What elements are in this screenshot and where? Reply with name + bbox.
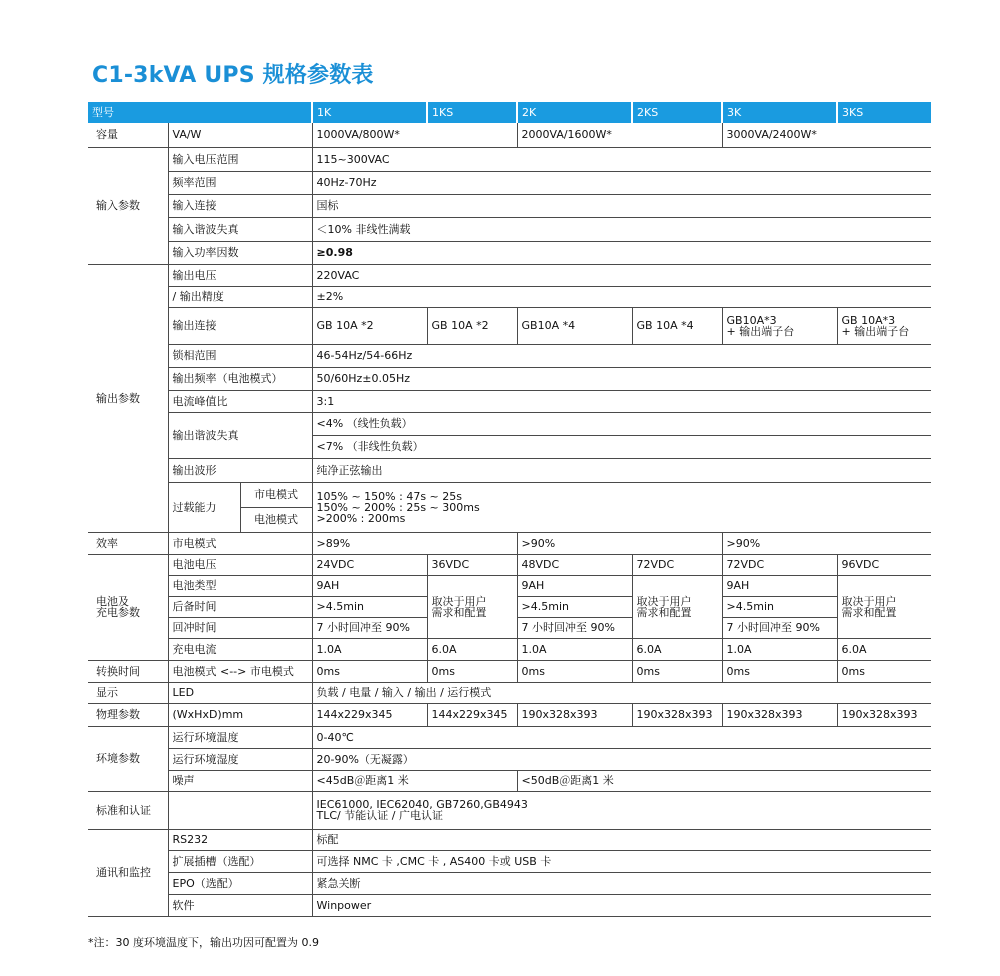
header-3ks: 3KS xyxy=(837,102,931,123)
cell-value: 1.0A xyxy=(517,638,632,660)
cell-value: 190x328x393 xyxy=(517,703,632,726)
cell-value: 36VDC xyxy=(427,554,517,575)
physical-row xyxy=(88,703,931,726)
spec-table xyxy=(88,102,931,917)
param-label: 输出谐波失真 xyxy=(168,412,312,458)
header-1ks: 1KS xyxy=(427,102,517,123)
param-label: 输入功率因数 xyxy=(168,241,312,264)
output-row xyxy=(88,307,931,344)
cell-value: GB 10A *2 xyxy=(312,307,427,344)
battery-row xyxy=(88,638,931,660)
header-1k: 1K xyxy=(312,102,427,123)
cell-value: 115~300VAC xyxy=(312,147,931,171)
category-environment: 环境参数 xyxy=(88,726,168,791)
overload-mode-battery: 电池模式 xyxy=(240,507,312,532)
param-label: 过载能力 xyxy=(168,482,240,532)
cell-value: GB10A *4 xyxy=(517,307,632,344)
cell-value: 144x229x345 xyxy=(312,703,427,726)
param-label: 输入连接 xyxy=(168,194,312,217)
output-row xyxy=(88,458,931,482)
cell-value: 国标 xyxy=(312,194,931,217)
category-output: 输出参数 xyxy=(88,264,168,532)
cell-value: ±2% xyxy=(312,286,931,307)
cell-value: 标配 xyxy=(312,829,931,850)
output-row xyxy=(88,482,931,507)
cell-value: 0ms xyxy=(837,660,931,682)
cell-value: 96VDC xyxy=(837,554,931,575)
cell-value: 20-90%（无凝露） xyxy=(312,748,931,770)
category-physical: 物理参数 xyxy=(88,703,168,726)
input-row xyxy=(88,217,931,241)
header-2k: 2K xyxy=(517,102,632,123)
cell-value: 0ms xyxy=(312,660,427,682)
cell-value: 0ms xyxy=(632,660,722,682)
cell-value: 6.0A xyxy=(632,638,722,660)
cell-value: 72VDC xyxy=(722,554,837,575)
input-row xyxy=(88,241,931,264)
cell-value: 0ms xyxy=(517,660,632,682)
environment-row xyxy=(88,770,931,791)
cell-value: 0ms xyxy=(722,660,837,682)
category-capacity: 容量 xyxy=(88,123,168,147)
cell-value: 50/60Hz±0.05Hz xyxy=(312,367,931,390)
cell-value: 1.0A xyxy=(312,638,427,660)
cell-value: 3000VA/2400W* xyxy=(722,123,931,147)
cell-value: 1000VA/800W* xyxy=(312,123,517,147)
output-row xyxy=(88,264,931,286)
cell-value: >90% xyxy=(722,532,931,554)
param-label: 后备时间 xyxy=(168,596,312,617)
param-label: 输出波形 xyxy=(168,458,312,482)
cell-value: 220VAC xyxy=(312,264,931,286)
environment-row xyxy=(88,726,931,748)
cell-value: 可选择 NMC 卡 ,CMC 卡 , AS400 卡或 USB 卡 xyxy=(312,850,931,872)
battery-row xyxy=(88,575,931,596)
cell-value: 190x328x393 xyxy=(837,703,931,726)
capacity-row xyxy=(88,123,931,147)
cell-value: ＜10% 非线性满载 xyxy=(312,217,931,241)
param-label: 充电电流 xyxy=(168,638,312,660)
cell-value: <4% （线性负载） xyxy=(312,412,931,435)
cell-value: 3:1 xyxy=(312,390,931,412)
cell-value: 24VDC xyxy=(312,554,427,575)
input-row xyxy=(88,194,931,217)
param-label: VA/W xyxy=(168,123,312,147)
param-label: 电池电压 xyxy=(168,554,312,575)
cell-value: 取决于用户 需求和配置 xyxy=(427,575,517,638)
standards-row xyxy=(88,791,931,829)
overload-values: 105% ~ 150% : 47s ~ 25s 150% ~ 200% : 25s ~ 300ms >200% : 200ms xyxy=(312,482,931,532)
param-label: 运行环境温度 xyxy=(168,726,312,748)
comms-row xyxy=(88,872,931,894)
param-label: 扩展插槽（选配） xyxy=(168,850,312,872)
cell-value: >89% xyxy=(312,532,517,554)
environment-row xyxy=(88,748,931,770)
efficiency-row xyxy=(88,532,931,554)
overload-mode-utility: 市电模式 xyxy=(240,482,312,507)
param-label: 电流峰值比 xyxy=(168,390,312,412)
param-label: / 输出精度 xyxy=(168,286,312,307)
header-2ks: 2KS xyxy=(632,102,722,123)
output-row xyxy=(88,367,931,390)
cell-value: 1.0A xyxy=(722,638,837,660)
param-label: 输出连接 xyxy=(168,307,312,344)
cell-value: 负载 / 电量 / 输入 / 输出 / 运行模式 xyxy=(312,682,931,703)
comms-row xyxy=(88,850,931,872)
cell-value: 9AH xyxy=(722,575,837,596)
param-label xyxy=(168,791,312,829)
footnote: *注：30 度环境温度下，输出功因可配置为 0.9 xyxy=(88,936,319,949)
cell-value: 40Hz-70Hz xyxy=(312,171,931,194)
comms-row xyxy=(88,829,931,850)
cell-value: 取决于用户 需求和配置 xyxy=(632,575,722,638)
category-standards: 标准和认证 xyxy=(88,791,168,829)
cell-value: <7% （非线性负载） xyxy=(312,435,931,458)
cell-value: IEC61000, IEC62040, GB7260,GB4943 TLC/ 节能认证 / 广电认证 xyxy=(312,791,931,829)
cell-value: 190x328x393 xyxy=(722,703,837,726)
param-label: 市电模式 xyxy=(168,532,312,554)
cell-value: 48VDC xyxy=(517,554,632,575)
cell-value: >4.5min xyxy=(722,596,837,617)
category-transfer: 转换时间 xyxy=(88,660,168,682)
cell-value: 6.0A xyxy=(427,638,517,660)
param-label: 软件 xyxy=(168,894,312,916)
cell-value: 7 小时回冲至 90% xyxy=(517,617,632,638)
page-title: C1-3kVA UPS 规格参数表 xyxy=(92,63,374,88)
param-label: EPO（选配） xyxy=(168,872,312,894)
output-row xyxy=(88,286,931,307)
param-label: 电池模式 <--> 市电模式 xyxy=(168,660,312,682)
cell-value: 纯净正弦输出 xyxy=(312,458,931,482)
cell-value: <45dB＠距离1 米 xyxy=(312,770,517,791)
param-label: 噪声 xyxy=(168,770,312,791)
cell-value: 0-40℃ xyxy=(312,726,931,748)
display-row xyxy=(88,682,931,703)
cell-value: Winpower xyxy=(312,894,931,916)
cell-value: >4.5min xyxy=(517,596,632,617)
category-efficiency: 效率 xyxy=(88,532,168,554)
cell-value: 紧急关断 xyxy=(312,872,931,894)
cell-value: 2000VA/1600W* xyxy=(517,123,722,147)
header-model: 型号 xyxy=(88,102,312,123)
transfer-row xyxy=(88,660,931,682)
param-label: RS232 xyxy=(168,829,312,850)
category-display: 显示 xyxy=(88,682,168,703)
cell-value: GB10A*3 + 输出端子台 xyxy=(722,307,837,344)
cell-value: >4.5min xyxy=(312,596,427,617)
cell-value: 46-54Hz/54-66Hz xyxy=(312,344,931,367)
cell-value: 7 小时回冲至 90% xyxy=(312,617,427,638)
param-label: 频率范围 xyxy=(168,171,312,194)
cell-value: 0ms xyxy=(427,660,517,682)
input-row xyxy=(88,147,931,171)
param-label: 电池类型 xyxy=(168,575,312,596)
param-label: 运行环境湿度 xyxy=(168,748,312,770)
param-label: 输出频率（电池模式） xyxy=(168,367,312,390)
cell-value: 6.0A xyxy=(837,638,931,660)
battery-row xyxy=(88,554,931,575)
param-label: LED xyxy=(168,682,312,703)
comms-row xyxy=(88,894,931,916)
param-label: 输出电压 xyxy=(168,264,312,286)
cell-value: <50dB＠距离1 米 xyxy=(517,770,931,791)
output-row xyxy=(88,412,931,435)
category-input: 输入参数 xyxy=(88,147,168,264)
output-row xyxy=(88,390,931,412)
cell-value: 取决于用户 需求和配置 xyxy=(837,575,931,638)
cell-value: 9AH xyxy=(312,575,427,596)
param-label: 锁相范围 xyxy=(168,344,312,367)
cell-value: 144x229x345 xyxy=(427,703,517,726)
input-row xyxy=(88,171,931,194)
category-battery: 电池及 充电参数 xyxy=(88,554,168,660)
cell-value: 7 小时回冲至 90% xyxy=(722,617,837,638)
header-row xyxy=(88,102,931,123)
param-label: 回冲时间 xyxy=(168,617,312,638)
cell-value: 9AH xyxy=(517,575,632,596)
header-3k: 3K xyxy=(722,102,837,123)
cell-value: >90% xyxy=(517,532,722,554)
cell-value: ≥0.98 xyxy=(312,241,931,264)
cell-value: 72VDC xyxy=(632,554,722,575)
cell-value: GB 10A *2 xyxy=(427,307,517,344)
param-label: 输入电压范围 xyxy=(168,147,312,171)
cell-value: GB 10A *4 xyxy=(632,307,722,344)
cell-value: GB 10A*3 + 输出端子台 xyxy=(837,307,931,344)
category-comms: 通讯和监控 xyxy=(88,829,168,916)
param-label: (WxHxD)mm xyxy=(168,703,312,726)
output-row xyxy=(88,344,931,367)
param-label: 输入谐波失真 xyxy=(168,217,312,241)
cell-value: 190x328x393 xyxy=(632,703,722,726)
